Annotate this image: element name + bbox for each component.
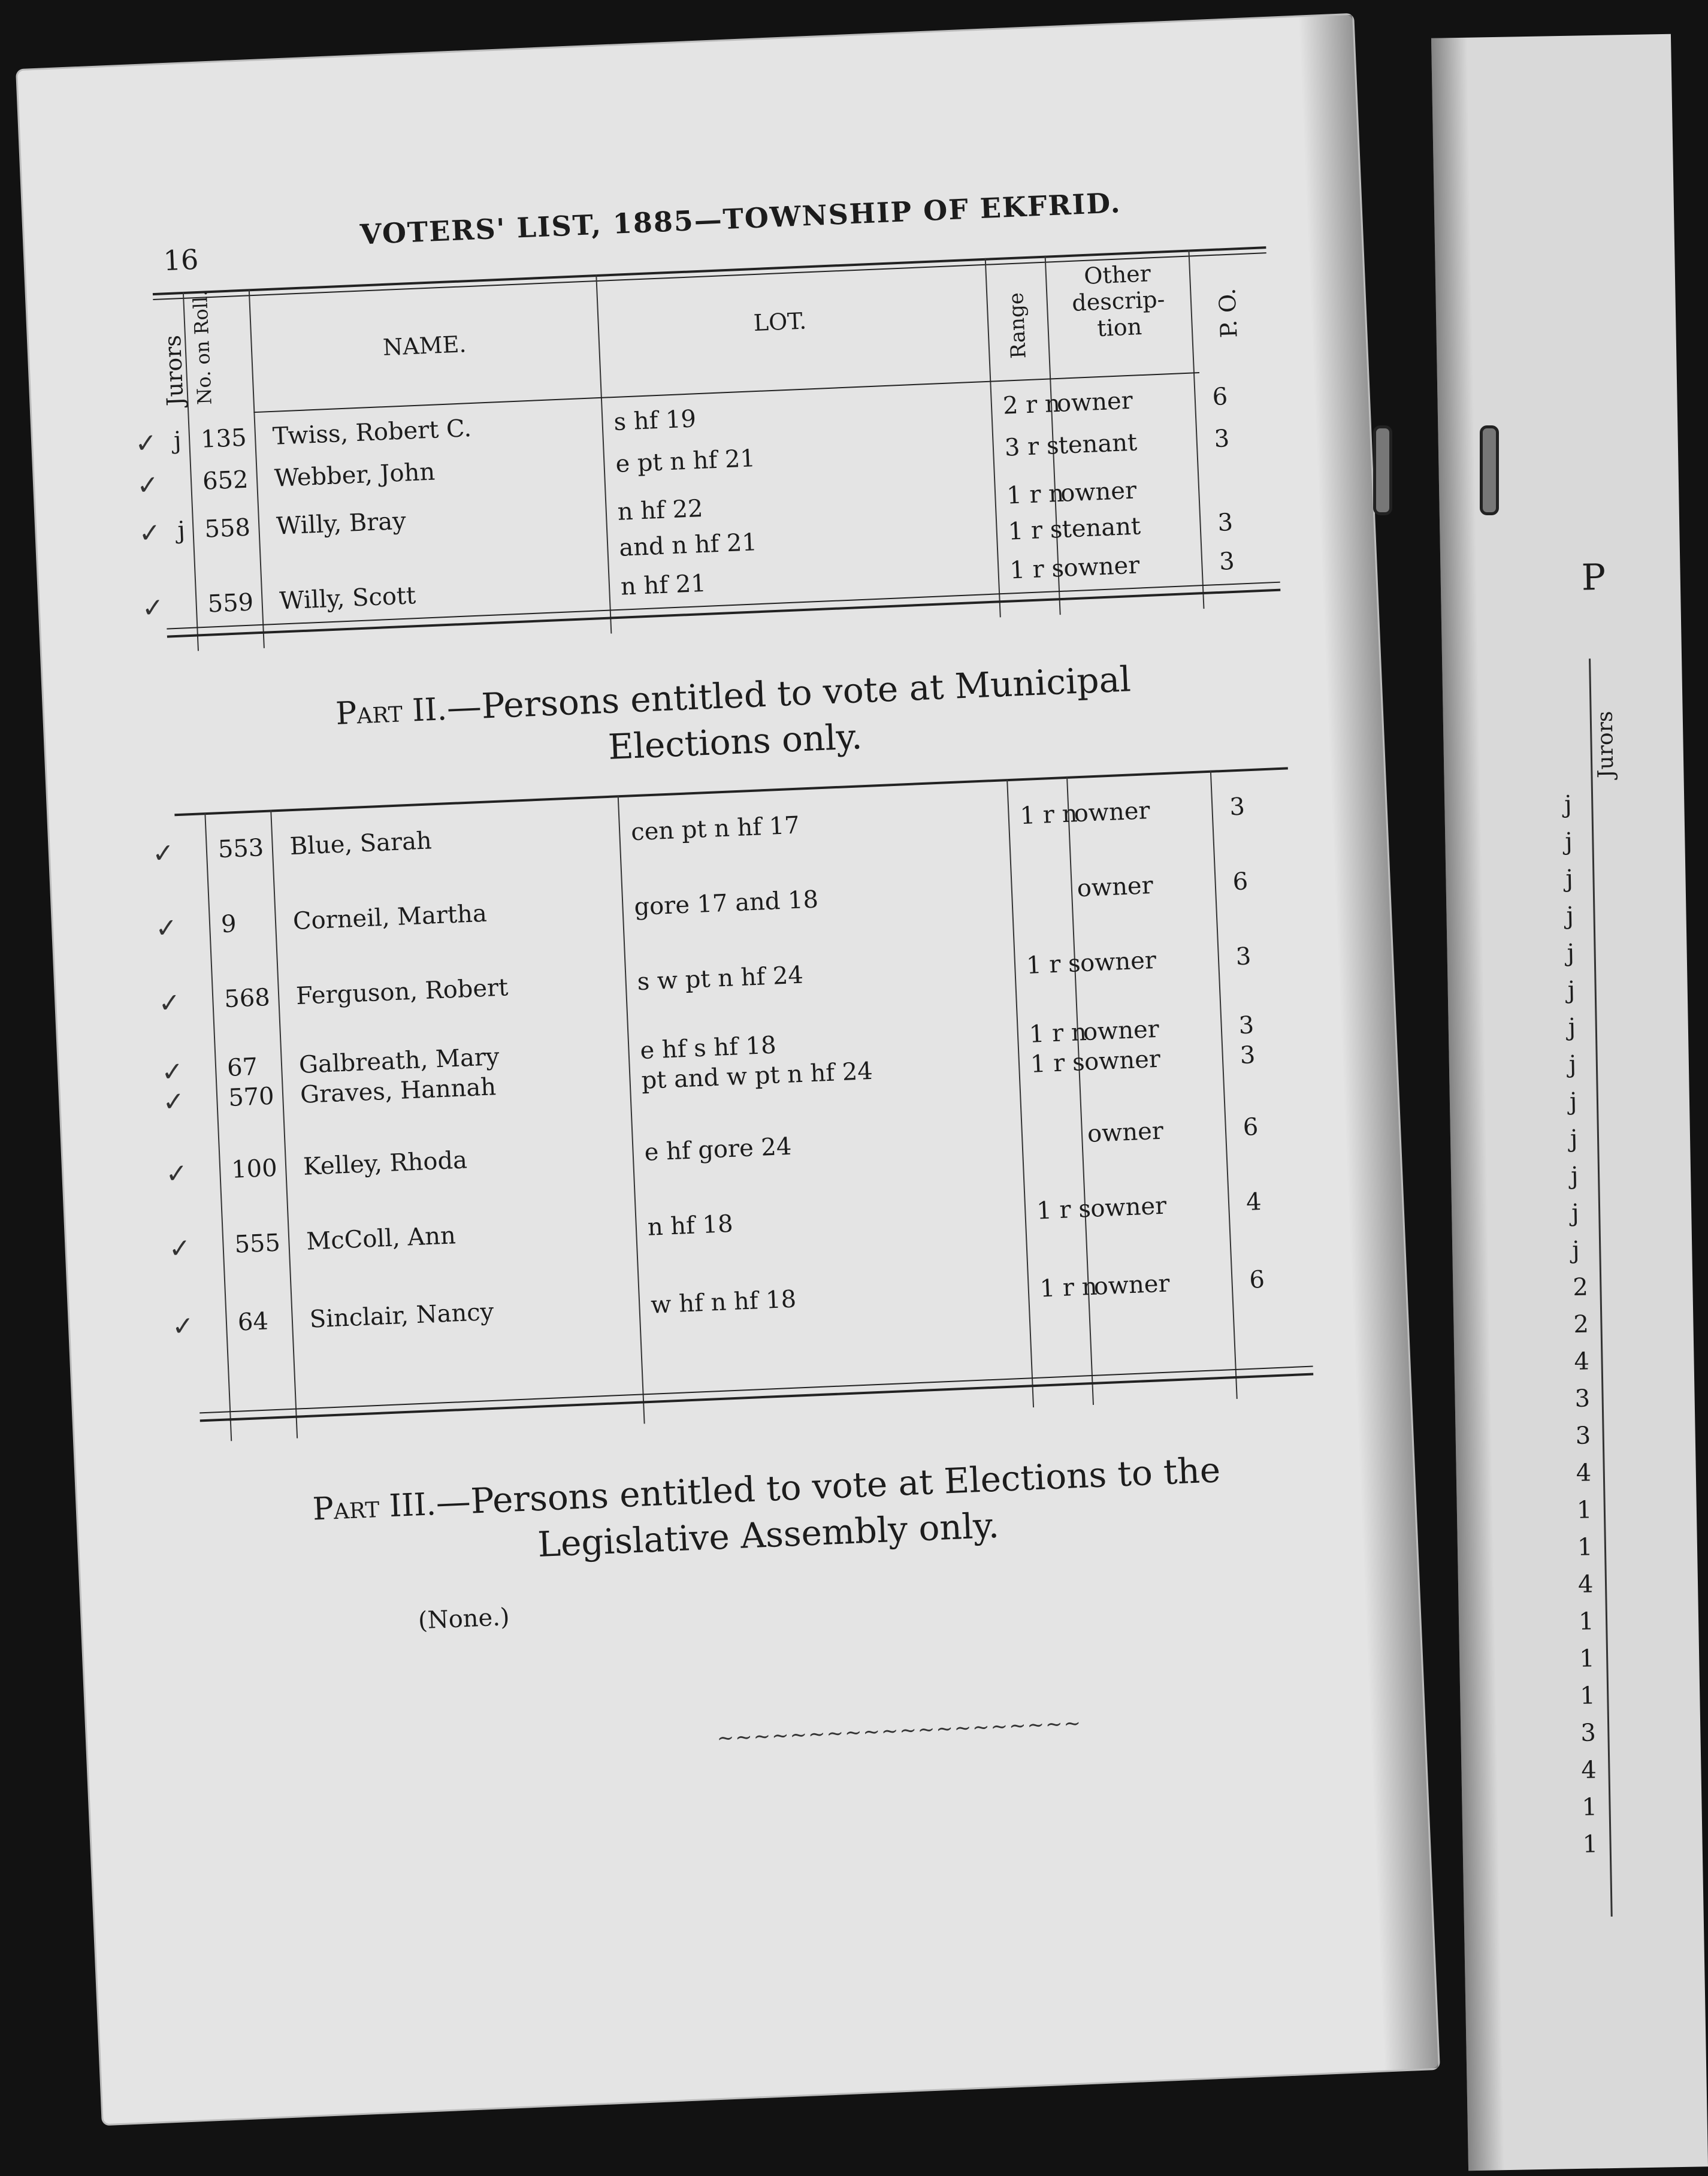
header-po: P. O. — [1214, 288, 1243, 339]
juror-marker: j — [173, 427, 182, 455]
part2-text: —Persons entitled to vote at Municipal Elections only. — [446, 658, 1132, 767]
roll-number: 555 — [234, 1229, 281, 1259]
check-mark: ✓ — [162, 1086, 186, 1118]
part2-heading — [253, 654, 1215, 784]
lot-description: and n hf 21 — [618, 528, 758, 562]
roll-number: 559 — [207, 588, 254, 618]
post-office: 3 — [1229, 793, 1246, 821]
other-description: owner — [1060, 476, 1137, 507]
header-other-description — [1057, 259, 1180, 343]
voter-table-part1 — [134, 246, 1281, 652]
right-page-row: j — [1565, 865, 1574, 893]
roll-number: 558 — [204, 513, 251, 543]
right-page-row: j — [1567, 939, 1575, 968]
other-description: owner — [1056, 386, 1133, 418]
right-page-row: 3 — [1574, 1385, 1591, 1413]
post-office: 3 — [1213, 425, 1231, 454]
column-divider — [270, 810, 298, 1438]
column-divider — [1066, 776, 1094, 1405]
right-page-row: 2 — [1573, 1310, 1589, 1338]
table-bottom-rule-outer — [200, 1373, 1314, 1422]
voter-name: Willy, Scott — [279, 582, 416, 615]
post-office: 3 — [1238, 1011, 1255, 1040]
right-page-row: 3 — [1575, 1422, 1591, 1450]
right-page-row: j — [1564, 790, 1573, 819]
right-page-row: 3 — [1580, 1719, 1597, 1747]
table-row — [168, 1186, 1307, 1269]
right-page-row: 1 — [1578, 1607, 1594, 1636]
range: 1 r s — [1030, 1048, 1086, 1078]
right-page-row: 1 — [1582, 1830, 1598, 1858]
check-mark: ✓ — [152, 838, 176, 869]
check-mark: ✓ — [168, 1232, 192, 1265]
roll-number: 135 — [200, 424, 247, 454]
header-lot: LOT. — [752, 307, 807, 337]
right-page-row: j — [1568, 1050, 1577, 1079]
lot-description: e hf gore 24 — [643, 1132, 793, 1166]
voter-name: McColl, Ann — [306, 1222, 457, 1256]
check-mark: ✓ — [141, 592, 165, 624]
post-office: 6 — [1232, 868, 1249, 896]
voter-table-part2 — [152, 767, 1314, 1442]
other-description: owner — [1090, 1192, 1168, 1223]
lot-description: e hf s hf 18 — [639, 1031, 777, 1065]
column-divider — [204, 812, 232, 1441]
post-office: 4 — [1246, 1187, 1262, 1216]
range: 2 r n — [1002, 389, 1061, 420]
voter-name: Galbreath, Mary — [298, 1042, 500, 1079]
range: 1 r n — [1039, 1273, 1098, 1303]
range: 3 r s — [1004, 431, 1060, 462]
header-other-line: tion — [1096, 313, 1142, 342]
table-row — [158, 941, 1296, 1023]
part3-heading — [287, 1446, 1248, 1577]
lot-description: n hf 21 — [620, 569, 707, 601]
other-description: owner — [1073, 797, 1151, 828]
post-office: 3 — [1235, 942, 1252, 971]
range: 1 r s — [1007, 515, 1063, 546]
right-page-row: 1 — [1579, 1682, 1596, 1710]
table-row — [155, 866, 1293, 948]
right-page-row: 4 — [1581, 1756, 1597, 1784]
range: 1 r s — [1026, 950, 1081, 980]
right-page-row: j — [1570, 1125, 1578, 1153]
left-page — [17, 15, 1438, 2124]
right-page-row: 1 — [1576, 1496, 1592, 1524]
lot-description: pt and w pt n hf 24 — [640, 1057, 873, 1095]
right-page-row: j — [1568, 1013, 1576, 1042]
other-description: owner — [1093, 1270, 1171, 1301]
other-description: tenant — [1061, 512, 1141, 543]
check-mark: ✓ — [171, 1310, 195, 1343]
header-jurors: Jurors — [159, 334, 189, 407]
post-office: 3 — [1219, 547, 1235, 576]
column-divider — [1210, 770, 1238, 1399]
roll-number: 67 — [226, 1053, 259, 1082]
table-bottom-rule — [199, 1366, 1313, 1414]
range: 1 r n — [1006, 479, 1065, 510]
right-page-row: 4 — [1574, 1347, 1590, 1376]
right-page-row: j — [1570, 1162, 1579, 1190]
part3-text: —Persons entitled to vote at Elections to the Legislative Assembly only. — [435, 1449, 1222, 1565]
right-page-row: 1 — [1579, 1645, 1595, 1673]
right-page — [1431, 34, 1708, 2171]
right-page-row: j — [1565, 827, 1573, 856]
voter-name: Webber, John — [274, 458, 436, 492]
table-row — [171, 1264, 1310, 1347]
lot-description: e pt n hf 21 — [615, 445, 756, 478]
juror-marker: j — [177, 516, 186, 545]
check-mark: ✓ — [138, 517, 162, 549]
post-office: 3 — [1239, 1041, 1256, 1070]
lot-description: n hf 22 — [616, 494, 704, 526]
range: 1 r n — [1019, 800, 1078, 830]
right-page-row: 2 — [1572, 1273, 1589, 1301]
lot-description: n hf 18 — [646, 1210, 734, 1241]
other-description: owner — [1080, 946, 1157, 978]
roll-number: 64 — [237, 1307, 269, 1337]
right-page-jurors-header: Jurors — [1592, 711, 1619, 779]
other-description: owner — [1084, 1045, 1161, 1077]
other-description: tenant — [1057, 428, 1138, 460]
binding-clip — [1480, 425, 1499, 515]
roll-number: 100 — [231, 1154, 278, 1184]
header-other-line: Other — [1083, 260, 1151, 289]
voter-name: Twiss, Robert C. — [272, 415, 472, 451]
check-mark: ✓ — [155, 912, 179, 944]
table-row — [152, 791, 1290, 874]
roll-number: 9 — [220, 910, 237, 939]
header-roll: No. on Roll. — [188, 289, 216, 406]
range: 1 r s — [1009, 554, 1065, 585]
column-divider — [618, 795, 645, 1424]
voter-name: Corneil, Martha — [292, 899, 488, 936]
post-office: 6 — [1211, 383, 1229, 412]
lot-description: s hf 19 — [613, 405, 697, 437]
range: 1 r n — [1029, 1018, 1087, 1048]
voter-name: Graves, Hannah — [300, 1073, 497, 1109]
post-office: 6 — [1248, 1265, 1265, 1294]
right-page-letter: P — [1581, 556, 1606, 599]
check-mark: ✓ — [158, 987, 182, 1019]
right-page-row: 1 — [1582, 1793, 1598, 1821]
other-description: owner — [1082, 1015, 1160, 1047]
right-page-row: j — [1571, 1236, 1580, 1264]
voter-name: Ferguson, Robert — [295, 974, 509, 1011]
right-page-row: j — [1567, 976, 1576, 1005]
voter-name: Blue, Sarah — [289, 827, 433, 861]
other-description: owner — [1076, 872, 1154, 903]
right-page-row: j — [1566, 902, 1574, 930]
roll-number: 652 — [202, 466, 249, 495]
roll-number: 553 — [217, 834, 265, 864]
right-page-row: 4 — [1576, 1459, 1592, 1487]
header-other-line: descrip- — [1071, 286, 1166, 316]
other-description: owner — [1063, 551, 1141, 582]
post-office: 3 — [1217, 508, 1234, 537]
part3-none-note: (None.) — [418, 1603, 510, 1635]
right-page-row: j — [1569, 1087, 1577, 1116]
roll-number: 570 — [228, 1082, 275, 1112]
right-page-row: j — [1571, 1199, 1580, 1227]
check-mark: ✓ — [134, 428, 158, 460]
running-title: VOTERS' LIST, 1885—TOWNSHIP OF EKFRID. — [359, 186, 1122, 251]
lot-description: s w pt n hf 24 — [636, 961, 804, 996]
right-page-row: 4 — [1577, 1570, 1594, 1598]
voter-name: Willy, Bray — [276, 507, 407, 540]
lot-description: cen pt n hf 17 — [630, 811, 800, 847]
part2-label: Part II. — [335, 691, 448, 732]
right-page-row: 1 — [1577, 1533, 1593, 1561]
table-row — [165, 1111, 1304, 1194]
binding-clip — [1373, 425, 1392, 515]
header-name: NAME. — [382, 331, 467, 361]
check-mark: ✓ — [165, 1157, 189, 1190]
part3-label: Part III. — [312, 1486, 437, 1528]
column-divider — [1006, 779, 1034, 1407]
check-mark: ✓ — [161, 1056, 185, 1088]
lot-description: w hf n hf 18 — [650, 1285, 797, 1319]
voter-name: Kelley, Rhoda — [303, 1146, 468, 1181]
range: 1 r s — [1036, 1195, 1092, 1225]
page-number: 16 — [162, 243, 199, 277]
post-office: 6 — [1242, 1113, 1259, 1142]
voter-name: Sinclair, Nancy — [309, 1298, 495, 1334]
lot-description: gore 17 and 18 — [633, 885, 819, 921]
header-range: Range — [1004, 292, 1031, 359]
check-mark: ✓ — [136, 469, 160, 501]
end-ornament: ~~~~~~~~~~~~~~~~~~~~ — [716, 1711, 1083, 1751]
roll-number: 568 — [223, 983, 271, 1014]
other-description: owner — [1087, 1117, 1164, 1148]
